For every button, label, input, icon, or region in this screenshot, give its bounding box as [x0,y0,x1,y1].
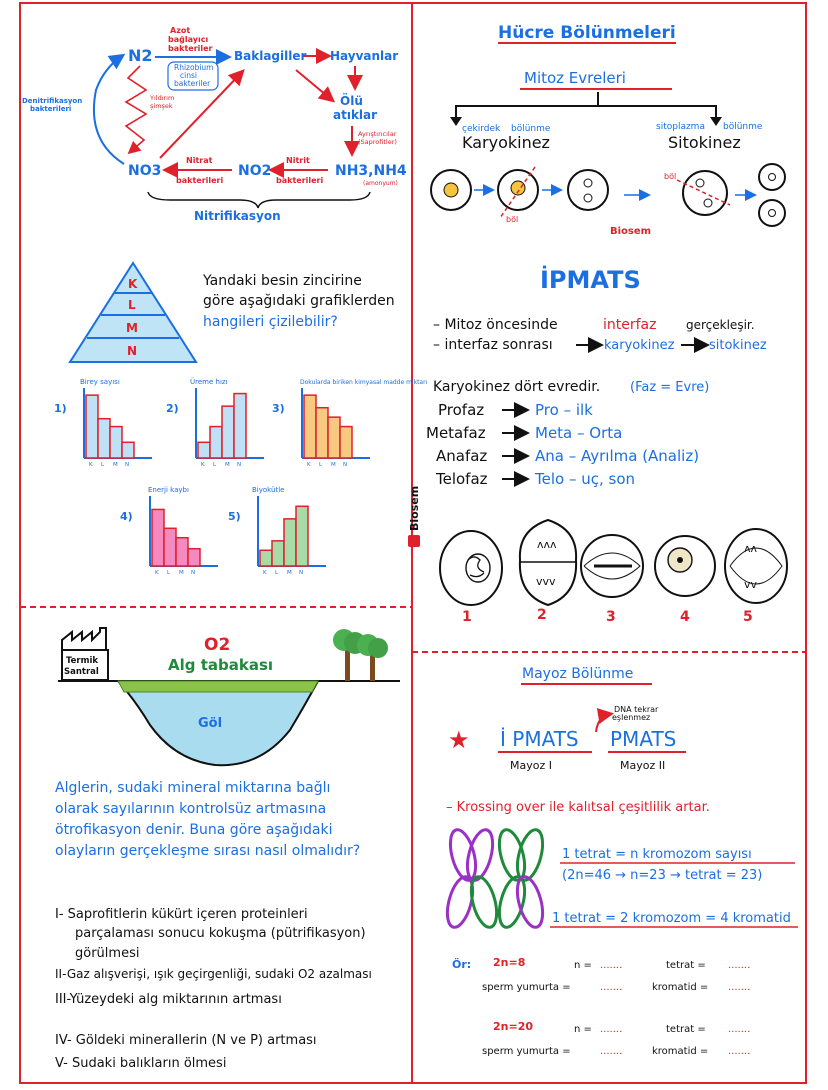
bar [284,519,296,566]
karyokinez: Karyokinez [462,133,550,152]
x-tick: M [113,462,118,468]
dna-1: DNA tekrar [614,705,659,714]
star-icon: ★ [448,726,470,754]
ex1-sperm: sperm yumurta = [482,982,571,993]
line1c: gerçekleşir. [686,318,755,332]
pmats-2: PMATS [610,727,677,751]
bar [188,549,200,566]
ex1-tetrat: tetrat = [666,960,706,971]
phase-name-2: Metafaz [426,424,486,442]
amonyum: (amonyum) [363,180,398,187]
graph-number: 5) [228,510,241,523]
cell-num-3: 3 [606,609,616,625]
x-tick: L [275,570,279,576]
or-label: Ör: [452,958,472,971]
x-tick: K [155,570,159,576]
mitosis-cells [440,520,787,625]
svg-text:.......: ....... [600,1024,623,1035]
bar [304,395,316,458]
x-tick: L [213,462,217,468]
graph-title: Dokularda biriken kimyasal madde miktarı [300,379,428,386]
graph-number: 1) [54,402,67,415]
tetrat-3: 1 tetrat = 2 kromozom = 4 kromatid [552,911,791,926]
line1a: – Mitoz öncesinde [433,317,558,333]
food-pyramid [70,263,395,362]
svg-text:ʌʌʌ: ʌʌʌ [537,538,557,551]
desc-2: olarak sayılarının kontrolsüz artmasına [55,801,327,817]
mayoz [443,666,798,1057]
x-tick: K [201,462,205,468]
olu: Ölü [340,94,363,108]
x-tick: K [263,570,267,576]
graph-title: Enerji kaybı [148,486,189,494]
x-tick: M [287,570,292,576]
level-n: N [127,344,138,358]
graph-1 [54,378,152,468]
bar [122,442,134,458]
mayoz-title: Mayoz Bölünme [522,666,634,682]
sitokinez: Sitokinez [668,133,741,152]
bolunme-2: bölünme [723,122,763,132]
ipmats: İPMATS [540,266,641,294]
line1b: interfaz [603,317,657,333]
mayoz-1: Mayoz I [510,759,552,772]
bar [340,427,352,458]
nitrat-2: bakterileri [176,176,224,185]
x-tick: M [331,462,336,468]
svg-text:.......: ....... [728,960,751,971]
sitoplazma: sitoplazma [656,122,705,132]
nitrat-1: Nitrat [186,156,213,165]
biosem-side-label [408,486,421,547]
phase-name-3: Anafaz [436,447,488,465]
svg-text:.......: ....... [728,1024,751,1035]
graph-number: 2) [166,402,179,415]
phase-name-4: Telofaz [436,470,488,488]
item-3: III-Yüzeydeki alg miktarının artması [55,992,282,1007]
ex2-tetrat: tetrat = [666,1024,706,1035]
nitrogen-cycle [22,26,407,223]
svg-text:.......: ....... [600,960,623,971]
phase-desc-1: Pro – ilk [535,401,593,419]
phase-desc-2: Meta – Orta [535,424,623,442]
x-tick: N [343,462,348,468]
nitrifikasyon: Nitrifikasyon [194,209,281,223]
question-2: göre aşağıdaki grafiklerden [203,293,395,309]
alg-label: Alg tabakası [168,656,274,674]
tetrat-2: (2n=46 → n=23 → tetrat = 23) [562,868,763,883]
svg-text:.......: ....... [600,1046,623,1057]
nitrit-1: Nitrit [286,156,310,165]
azot-label-3: bakteriler [168,44,213,53]
hucre-title: Hücre Bölünmeleri [498,23,676,43]
ayristiricilar-1: Ayrıştırıcılar [358,130,397,138]
level-l: L [128,298,136,312]
line2c: sitokinez [709,338,767,353]
svg-text:vvv: vvv [536,575,556,588]
hayvanlar: Hayvanlar [330,49,399,63]
item-5: V- Sudaki balıkların ölmesi [55,1056,227,1071]
x-tick: K [307,462,311,468]
denitrifikasyon-1: Denitrifikasyon [22,97,83,105]
line2a: – interfaz sonrası [433,337,553,353]
question-1: Yandaki besin zincirine [203,273,362,289]
x-tick: N [125,462,130,468]
svg-text:ʌʌ: ʌʌ [744,542,758,555]
bar [210,427,222,458]
graph-title: Birey sayısı [80,378,120,386]
graph-title: Üreme hızı [190,378,228,386]
nh3-label: NH3,NH4 [335,163,407,179]
graph-4 [120,486,218,576]
bol-1: böl [506,215,519,224]
x-tick: N [191,570,196,576]
graphs [54,377,428,576]
line2b: karyokinez [604,338,675,353]
x-tick: L [101,462,105,468]
bar [260,550,272,566]
mitoz-title: Mitoz Evreleri [524,69,626,87]
graph-number: 3) [272,402,285,415]
graph-5 [228,486,326,576]
cell-division [426,23,785,488]
ex2-kromatid: kromatid = [652,1046,709,1057]
biosem-mark: Biosem [610,226,652,237]
kary-4: Karyokinez dört evredir. [433,379,601,395]
yildirim-1: Yıldırım [150,94,175,102]
ex1-n: n = [574,960,592,971]
cell-num-2: 2 [537,607,547,623]
level-m: M [126,321,138,335]
graph-2 [166,377,264,468]
factory-1: Termik [66,656,99,666]
bar [272,541,284,566]
n2-label: N2 [128,46,153,65]
crossing: – Krossing over ile kalıtsal çeşitlilik artar. [446,800,710,815]
x-tick: L [167,570,171,576]
bar [176,538,188,566]
bar [328,417,340,458]
nitrit-2: bakterileri [276,176,324,185]
graph-number: 4) [120,510,133,523]
bar [164,528,176,566]
atiklar: atıklar [333,108,378,122]
graph-3 [272,379,428,468]
bar [198,442,210,458]
graph-title: Biyokütle [252,486,285,494]
azot-label-2: bağlayıcı [168,35,209,44]
level-k: K [128,277,138,291]
phase-desc-4: Telo – uç, son [535,470,636,488]
bar [234,394,246,458]
desc-1: Alglerin, sudaki mineral miktarına bağlı [55,780,331,796]
baklagiller: Baklagiller [234,49,307,63]
rhizobium-2: cinsi [180,71,197,80]
desc-3: ötrofikasyon denir. Buna göre aşağıdaki [55,822,333,838]
x-tick: N [299,570,304,576]
yildirim-2: şimşek [150,102,173,110]
ex2-sperm: sperm yumurta = [482,1046,571,1057]
item-4: IV- Göldeki minerallerin (N ve P) artması [55,1033,317,1048]
phase-desc-3: Ana – Ayrılma (Analiz) [535,447,700,465]
svg-text:Biosem: Biosem [408,485,421,531]
svg-text:.......: ....... [600,982,623,993]
ayristiricilar-2: (Saprofitler) [358,138,397,146]
cell-num-4: 4 [680,609,690,625]
item-2: II-Gaz alışverişi, ışık geçirgenliği, sudaki O2 azalması [55,967,372,981]
x-tick: M [179,570,184,576]
azot-label-1: Azot [170,26,191,35]
dna-2: eşlenmez [612,713,651,722]
desc-4: olayların gerçekleşme sırası nasıl olmalıdır? [55,843,361,859]
bar [296,506,308,566]
tetrat-1: 1 tetrat = n kromozom sayısı [562,847,752,862]
bolunme-1: bölünme [511,124,551,134]
denitrifikasyon-2: bakterileri [30,105,72,113]
x-tick: M [225,462,230,468]
item-1b: parçalaması sonucu kokuşma (pütrifikasyon) [75,926,366,941]
bar [110,427,122,458]
x-tick: N [237,462,242,468]
item-1a: I- Saprofitlerin kükürt içeren proteinleri [55,907,308,922]
no3-label: NO3 [128,163,162,179]
cekirdek: çekirdek [462,124,501,134]
bar [152,509,164,566]
svg-text:.......: ....... [728,982,751,993]
no2-label: NO2 [238,163,272,179]
bar [316,408,328,458]
o2-label: O2 [204,635,231,655]
cell-num-5: 5 [743,609,753,625]
svg-text:vv: vv [744,578,758,591]
question-3: hangileri çizilebilir? [203,314,338,330]
factory-2: Santral [64,667,99,677]
cell-num-1: 1 [462,609,472,625]
bar [86,395,98,458]
gol-label: Göl [198,716,223,731]
x-tick: K [89,462,93,468]
mayoz-2: Mayoz II [620,759,666,772]
bol-2: böl [664,172,677,181]
bar [98,419,110,458]
bar [222,406,234,458]
lake-scene [55,628,400,1071]
phase-name-1: Profaz [438,401,485,419]
ex2-n: n = [574,1024,592,1035]
rhizobium-3: bakteriler [174,79,211,88]
x-tick: L [319,462,323,468]
ex1-kromatid: kromatid = [652,982,709,993]
rhizobium-1: Rhizobium [174,63,214,72]
ex2: 2n=20 [493,1020,534,1033]
ipmats-1: İ PMATS [500,727,579,751]
faz-evre: (Faz = Evre) [630,380,710,395]
item-1c: görülmesi [75,946,140,961]
svg-text:.......: ....... [728,1046,751,1057]
ex1: 2n=8 [493,956,526,969]
